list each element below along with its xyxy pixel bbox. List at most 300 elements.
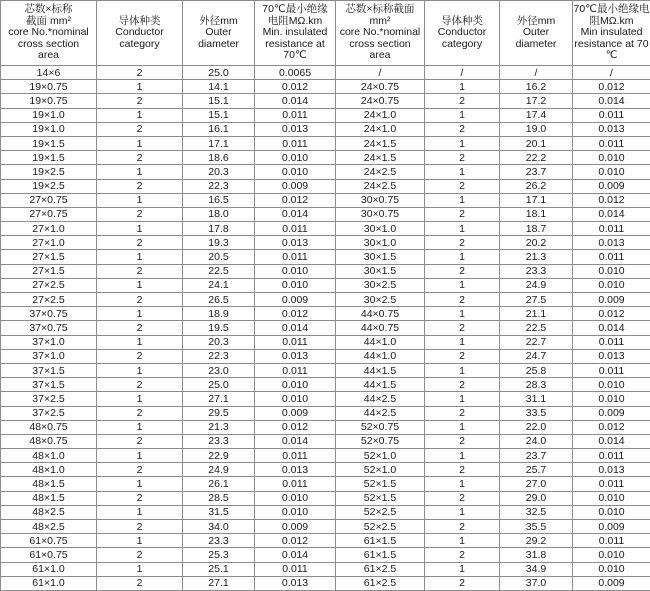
table-cell: 0.010 [573,165,650,179]
table-cell: 0.011 [255,477,336,491]
table-cell: 44×1.5 [336,363,425,377]
table-row [1,108,650,122]
table-cell: 23.3 [183,434,255,448]
table-cell: 1 [425,250,500,264]
table-row [1,548,650,562]
table-cell: 2 [97,66,183,80]
table-cell: 0.009 [255,179,336,193]
header-line: core No.*nominal [1,27,96,39]
table-cell: 37×2.5 [1,406,97,420]
table-row [1,392,650,406]
table-cell: 2 [425,520,500,534]
table-cell: 24×1.5 [336,136,425,150]
table-row [1,491,650,505]
table-cell: 25.0 [183,378,255,392]
table-cell: 0.010 [573,548,650,562]
table-row [1,165,650,179]
table-cell: 23.7 [500,165,573,179]
header-line: core No.*nominal [336,27,424,39]
table-cell: 37×0.75 [1,307,97,321]
table-cell: 1 [97,222,183,236]
table-cell: 0.011 [573,534,650,548]
table-cell: 2 [97,349,183,363]
table-cell: 24×1.0 [336,108,425,122]
table-row [1,193,650,207]
table-cell: 22.5 [500,321,573,335]
table-cell: 44×1.0 [336,349,425,363]
table-row [1,378,650,392]
table-cell: 61×1.5 [336,534,425,548]
table-cell: 2 [97,179,183,193]
table-cell: 2 [425,321,500,335]
table-cell: 1 [97,250,183,264]
header-line: diameter [500,39,572,51]
table-cell: 37×1.0 [1,335,97,349]
table-cell: 0.014 [255,207,336,221]
header-line: 阻MΩ.km [573,16,650,28]
table-cell: 37×2.5 [1,392,97,406]
table-row [1,576,650,590]
table-cell: 27×0.75 [1,193,97,207]
table-cell: 0.014 [255,548,336,562]
table-cell: 2 [97,321,183,335]
table-cell: 19×2.5 [1,165,97,179]
table-cell: 1 [97,562,183,576]
table-cell: 0.014 [573,94,650,108]
header-min-insulation-resistance-2 [573,1,650,66]
table-cell: 0.014 [573,207,650,221]
table-cell: 2 [97,491,183,505]
table-cell: 28.3 [500,378,573,392]
table-cell: 16.5 [183,193,255,207]
table-cell: 35.5 [500,520,573,534]
table-cell: 22.7 [500,335,573,349]
table-row [1,520,650,534]
table-cell: 1 [97,505,183,519]
header-line: 导体种类 [97,16,182,28]
table-cell: 0.011 [255,363,336,377]
table-header-row [1,1,650,66]
table-cell: 19×2.5 [1,179,97,193]
table-cell: 1 [425,165,500,179]
table-cell: 61×0.75 [1,548,97,562]
table-cell: 2 [425,293,500,307]
table-cell: 30×0.75 [336,207,425,221]
table-cell: 1 [425,363,500,377]
table-cell: 23.0 [183,363,255,377]
table-cell: 1 [425,477,500,491]
header-line: 70℃最小绝缘电 [573,4,650,16]
table-cell: 52×0.75 [336,420,425,434]
table-cell: 2 [425,349,500,363]
table-cell: 0.012 [255,193,336,207]
table-cell: 25.3 [183,548,255,562]
table-cell: 0.0065 [255,66,336,80]
table-cell: 27×0.75 [1,207,97,221]
table-cell: 0.011 [573,108,650,122]
table-cell: 0.011 [255,449,336,463]
table-cell: 0.014 [255,434,336,448]
table-cell: 0.011 [573,222,650,236]
table-cell: 37.0 [500,576,573,590]
table-cell: 24×0.75 [336,94,425,108]
table-cell: 2 [425,151,500,165]
header-line: mm² [336,16,424,28]
table-cell: 0.014 [255,321,336,335]
table-cell: 0.010 [573,562,650,576]
table-cell: 27×1.5 [1,250,97,264]
table-cell: 2 [425,378,500,392]
table-cell: / [425,66,500,80]
table-row [1,80,650,94]
table-cell: 52×1.5 [336,477,425,491]
table-cell: 1 [97,449,183,463]
table-cell: 19×1.5 [1,136,97,150]
table-cell: 34.0 [183,520,255,534]
table-cell: 30×0.75 [336,193,425,207]
table-cell: 27.5 [500,293,573,307]
table-cell: 0.012 [255,534,336,548]
header-line: Outer [183,27,254,39]
table-cell: 52×2.5 [336,520,425,534]
table-cell: 0.013 [573,122,650,136]
table-cell: 1 [425,505,500,519]
table-cell: 1 [97,136,183,150]
table-cell: 1 [97,335,183,349]
table-cell: 27×1.0 [1,236,97,250]
table-cell: 0.012 [573,80,650,94]
table-row [1,179,650,193]
header-line: resistance at [255,39,335,51]
table-cell: 2 [97,463,183,477]
table-cell: / [573,66,650,80]
table-cell: 0.010 [573,491,650,505]
table-cell: 0.012 [573,420,650,434]
table-cell: 1 [425,335,500,349]
table-cell: 24×2.5 [336,179,425,193]
table-cell: 44×1.5 [336,378,425,392]
header-line: 电阻MΩ.km [255,16,335,28]
table-cell: 29.2 [500,534,573,548]
table-cell: 0.010 [573,378,650,392]
table-cell: 27×1.0 [1,222,97,236]
table-cell: 0.011 [573,449,650,463]
header-line: ℃ [573,50,650,62]
table-cell: 30×1.0 [336,236,425,250]
table-cell: 1 [97,392,183,406]
table-cell: 1 [97,477,183,491]
table-row [1,434,650,448]
table-cell: 22.5 [183,264,255,278]
table-cell: 0.011 [573,335,650,349]
table-row [1,562,650,576]
table-cell: 30×1.5 [336,264,425,278]
table-cell: 1 [425,278,500,292]
table-row [1,278,650,292]
table-cell: 31.5 [183,505,255,519]
table-cell: 19×1.0 [1,108,97,122]
header-line: 导体种类 [425,16,499,28]
table-cell: 0.013 [255,463,336,477]
table-cell: 2 [97,94,183,108]
table-cell: 2 [425,491,500,505]
table-cell: 24.9 [183,463,255,477]
header-line: cross section [336,39,424,51]
table-cell: 0.009 [255,520,336,534]
table-cell: 31.1 [500,392,573,406]
table-cell: 28.5 [183,491,255,505]
table-cell: 0.010 [573,278,650,292]
table-cell: 0.009 [573,179,650,193]
table-cell: 23.3 [500,264,573,278]
table-cell: 18.6 [183,151,255,165]
table-cell: 2 [425,236,500,250]
table-cell: 0.011 [573,250,650,264]
table-cell: 52×1.0 [336,463,425,477]
table-cell: 27×2.5 [1,278,97,292]
table-cell: 25.1 [183,562,255,576]
table-cell: 2 [425,94,500,108]
table-cell: 0.009 [573,293,650,307]
table-cell: / [336,66,425,80]
table-cell: 0.010 [573,264,650,278]
table-cell: 24.1 [183,278,255,292]
table-row [1,420,650,434]
table-cell: 48×1.0 [1,449,97,463]
table-cell: 0.009 [255,406,336,420]
table-cell: 1 [425,307,500,321]
table-cell: 24×2.5 [336,165,425,179]
table-cell: 1 [97,363,183,377]
table-cell: 0.011 [255,136,336,150]
table-cell: 0.010 [255,264,336,278]
table-cell: 61×2.5 [336,576,425,590]
table-cell: 0.012 [573,193,650,207]
table-cell: / [500,66,573,80]
table-cell: 0.010 [255,491,336,505]
table-cell: 48×2.5 [1,520,97,534]
table-cell: 0.013 [573,236,650,250]
table-cell: 44×2.5 [336,392,425,406]
table-cell: 18.9 [183,307,255,321]
table-cell: 48×1.5 [1,477,97,491]
table-row [1,66,650,80]
table-cell: 1 [425,392,500,406]
table-cell: 0.013 [255,576,336,590]
table-cell: 2 [425,179,500,193]
table-cell: 48×1.5 [1,491,97,505]
table-cell: 22.0 [500,420,573,434]
table-cell: 23.3 [183,534,255,548]
table-cell: 1 [425,534,500,548]
table-cell: 17.4 [500,108,573,122]
table-row [1,335,650,349]
table-cell: 2 [97,264,183,278]
table-cell: 2 [97,293,183,307]
table-cell: 0.013 [255,349,336,363]
table-body [1,66,650,591]
table-cell: 1 [97,193,183,207]
table-cell: 52×2.5 [336,505,425,519]
table-cell: 1 [425,136,500,150]
table-cell: 16.2 [500,80,573,94]
table-cell: 61×1.5 [336,548,425,562]
table-row [1,207,650,221]
table-cell: 0.010 [255,151,336,165]
table-cell: 1 [425,222,500,236]
table-row [1,151,650,165]
table-cell: 19.3 [183,236,255,250]
table-cell: 1 [425,193,500,207]
table-cell: 26.1 [183,477,255,491]
table-cell: 27×2.5 [1,293,97,307]
header-line: Min. insulated [255,27,335,39]
header-line: Min insulated [573,27,650,39]
table-cell: 15.1 [183,94,255,108]
table-cell: 17.2 [500,94,573,108]
table-row [1,136,650,150]
table-cell: 0.010 [573,505,650,519]
table-cell: 48×0.75 [1,434,97,448]
table-cell: 1 [97,278,183,292]
table-cell: 17.8 [183,222,255,236]
table-cell: 2 [97,548,183,562]
header-line: category [97,39,182,51]
table-cell: 1 [97,165,183,179]
header-line: area [1,50,96,62]
table-cell: 20.2 [500,236,573,250]
table-cell: 19×0.75 [1,80,97,94]
table-cell: 2 [425,548,500,562]
table-cell: 21.3 [500,250,573,264]
header-line: 截面 mm² [1,16,96,28]
table-cell: 25.8 [500,363,573,377]
table-cell: 25.0 [183,66,255,80]
header-line: diameter [183,39,254,51]
header-line: 外径mm [183,16,254,28]
table-cell: 52×1.5 [336,491,425,505]
header-line: 70℃ [255,50,335,62]
header-outer-diameter [183,1,255,66]
table-cell: 1 [97,420,183,434]
table-cell: 24×1.0 [336,122,425,136]
header-line: 外径mm [500,16,572,28]
table-row [1,236,650,250]
header-line: Outer [500,27,572,39]
table-cell: 30×2.5 [336,293,425,307]
table-cell: 0.010 [255,165,336,179]
table-row [1,321,650,335]
table-cell: 48×2.5 [1,505,97,519]
table-cell: 25.7 [500,463,573,477]
table-cell: 0.011 [573,363,650,377]
table-cell: 61×0.75 [1,534,97,548]
table-row [1,534,650,548]
table-cell: 2 [425,434,500,448]
table-cell: 61×2.5 [336,562,425,576]
table-cell: 37×1.5 [1,378,97,392]
table-cell: 21.3 [183,420,255,434]
table-cell: 2 [425,264,500,278]
table-cell: 52×0.75 [336,434,425,448]
table-row [1,307,650,321]
table-cell: 17.1 [500,193,573,207]
table-cell: 23.7 [500,449,573,463]
table-cell: 22.2 [500,151,573,165]
table-row [1,264,650,278]
table-cell: 22.9 [183,449,255,463]
table-cell: 37×0.75 [1,321,97,335]
table-cell: 2 [97,520,183,534]
table-cell: 2 [97,406,183,420]
table-cell: 2 [425,406,500,420]
header-line: Conductor [425,27,499,39]
table-cell: 44×0.75 [336,307,425,321]
table-cell: 1 [97,108,183,122]
table-row [1,449,650,463]
header-line: 芯数×标称截面 [336,4,424,16]
table-cell: 19×0.75 [1,94,97,108]
table-cell: 2 [97,378,183,392]
table-cell: 2 [97,236,183,250]
header-core-size [1,1,97,66]
table-row [1,463,650,477]
table-cell: 30×1.5 [336,250,425,264]
table-cell: 26.2 [500,179,573,193]
table-row [1,94,650,108]
table-cell: 0.010 [255,378,336,392]
table-cell: 27.1 [183,576,255,590]
table-cell: 0.014 [255,94,336,108]
table-cell: 0.014 [573,321,650,335]
table-cell: 20.1 [500,136,573,150]
table-cell: 20.3 [183,335,255,349]
table-cell: 48×1.0 [1,463,97,477]
table-cell: 0.013 [255,236,336,250]
header-line: resistance at 70 [573,39,650,51]
table-cell: 0.011 [255,562,336,576]
table-cell: 1 [425,449,500,463]
table-cell: 0.009 [573,520,650,534]
table-cell: 44×0.75 [336,321,425,335]
table-cell: 0.011 [573,477,650,491]
table-cell: 27×1.5 [1,264,97,278]
table-cell: 27.0 [500,477,573,491]
table-cell: 0.009 [573,576,650,590]
table-cell: 1 [97,534,183,548]
table-cell: 2 [97,576,183,590]
table-row [1,293,650,307]
table-row [1,505,650,519]
header-line: category [425,39,499,51]
table-cell: 19×1.5 [1,151,97,165]
table-cell: 0.011 [255,108,336,122]
table-cell: 0.013 [255,122,336,136]
table-cell: 0.010 [573,392,650,406]
table-cell: 18.1 [500,207,573,221]
table-cell: 1 [97,80,183,94]
table-cell: 2 [425,576,500,590]
table-row [1,477,650,491]
table-cell: 24.7 [500,349,573,363]
table-cell: 1 [425,562,500,576]
table-cell: 24.9 [500,278,573,292]
table-cell: 2 [425,207,500,221]
table-cell: 29.5 [183,406,255,420]
table-cell: 0.010 [255,505,336,519]
table-cell: 29.0 [500,491,573,505]
table-cell: 24×0.75 [336,80,425,94]
